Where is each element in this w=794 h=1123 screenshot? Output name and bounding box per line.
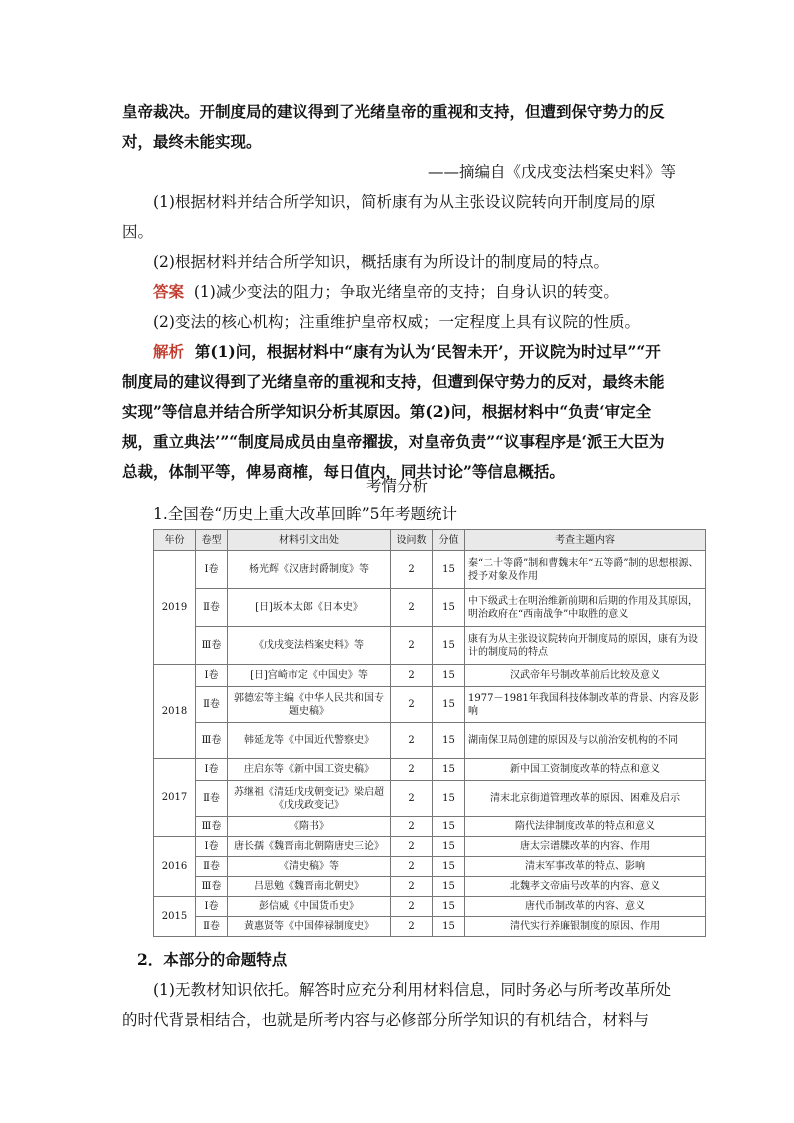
count-cell: 2	[391, 665, 433, 687]
topic-cell: 清末军事改革的特点、影响	[465, 857, 706, 877]
table-row	[154, 781, 706, 817]
analysis	[122, 337, 676, 487]
count-cell: 2	[391, 551, 433, 589]
score-cell: 15	[433, 877, 465, 897]
source-cell: 彭信威《中国货币史》	[228, 897, 391, 917]
count-cell: 2	[391, 687, 433, 723]
table-row	[154, 589, 706, 627]
year-cell: 2017	[154, 759, 196, 837]
table-row	[154, 917, 706, 937]
header-score: 分值	[433, 530, 465, 551]
score-cell: 15	[433, 723, 465, 759]
table-row	[154, 723, 706, 759]
count-cell: 2	[391, 817, 433, 837]
paper-cell: Ⅰ卷	[196, 759, 228, 781]
header-count: 设问数	[391, 530, 433, 551]
answer-2: (2)变法的核心机构；注重维护皇帝权威；一定程度上具有议院的性质。	[153, 313, 640, 331]
section-title: 考情分析	[365, 477, 428, 495]
source-cell: 《隋书》	[228, 817, 391, 837]
material-source: ——摘编自《戊戌变法档案史料》等	[427, 163, 676, 181]
paper-cell: Ⅱ卷	[196, 687, 228, 723]
score-cell: 15	[433, 837, 465, 857]
table-row	[154, 627, 706, 665]
source-cell: [日]坂本太郎《日本史》	[228, 589, 391, 627]
paper-cell: Ⅲ卷	[196, 723, 228, 759]
table-header-row	[154, 530, 706, 551]
table-row	[154, 897, 706, 917]
topic-cell: 清代实行养廉银制度的原因、作用	[465, 917, 706, 937]
source-cell: 杨光辉《汉唐封爵制度》等	[228, 551, 391, 589]
score-cell: 15	[433, 897, 465, 917]
exam-stats-table	[153, 529, 706, 937]
source-cell: 《戊戌变法档案史料》等	[228, 627, 391, 665]
score-cell: 15	[433, 781, 465, 817]
year-cell: 2015	[154, 897, 196, 937]
count-cell: 2	[391, 759, 433, 781]
question-1: (1)根据材料并结合所学知识，简析康有为从主张设议院转向开制度局的原因。	[122, 193, 656, 241]
score-cell: 15	[433, 665, 465, 687]
topic-cell: 唐代币制改革的内容、意义	[465, 897, 706, 917]
answer-1	[122, 277, 676, 307]
header-year: 年份	[154, 530, 196, 551]
paper-cell: Ⅲ卷	[196, 627, 228, 665]
count-cell: 2	[391, 857, 433, 877]
source-cell: 唐长孺《魏晋南北朝隋唐史三论》	[228, 837, 391, 857]
paper-cell: Ⅰ卷	[196, 665, 228, 687]
score-cell: 15	[433, 759, 465, 781]
year-cell: 2016	[154, 837, 196, 897]
table-row	[154, 551, 706, 589]
paper-cell: Ⅰ卷	[196, 837, 228, 857]
source-cell: 庄启东等《新中国工资史稿》	[228, 759, 391, 781]
score-cell: 15	[433, 917, 465, 937]
paper-cell: Ⅲ卷	[196, 817, 228, 837]
score-cell: 15	[433, 589, 465, 627]
score-cell: 15	[433, 627, 465, 665]
topic-cell: 北魏孝文帝庙号改革的内容、意义	[465, 877, 706, 897]
paper-cell: Ⅰ卷	[196, 551, 228, 589]
topic-cell: 中下级武士在明治维新前期和后期的作用及其原因，明治政府在“西南战争”中取胜的意义	[465, 589, 706, 627]
topic-cell: 湖南保卫局创建的原因及与以前治安机构的不同	[465, 723, 706, 759]
year-cell: 2018	[154, 665, 196, 759]
source-cell: 郭德宏等主编《中华人民共和国专题史稿》	[228, 687, 391, 723]
table-title: 1.全国卷“历史上重大改革回眸”5年考题统计	[153, 505, 457, 523]
count-cell: 2	[391, 781, 433, 817]
table-row	[154, 857, 706, 877]
count-cell: 2	[391, 837, 433, 857]
paper-cell: Ⅲ卷	[196, 877, 228, 897]
table-row	[154, 759, 706, 781]
topic-cell: 汉武帝年号制改革前后比较及意义	[465, 665, 706, 687]
table-row	[154, 687, 706, 723]
material-text: 皇帝裁决。开制度局的建议得到了光绪皇帝的重视和支持，但遭到保守势力的反对，最终未能实现。	[122, 102, 665, 151]
paper-cell: Ⅱ卷	[196, 781, 228, 817]
count-cell: 2	[391, 627, 433, 665]
topic-cell: 康有为从主张设议院转向开制度局的原因，康有为设计的制度局的特点	[465, 627, 706, 665]
count-cell: 2	[391, 877, 433, 897]
section-2-title: 2．本部分的命题特点	[137, 950, 288, 969]
source-cell: 吕思勉《魏晋南北朝史》	[228, 877, 391, 897]
source-cell: [日]宫崎市定《中国史》等	[228, 665, 391, 687]
paper-cell: Ⅱ卷	[196, 857, 228, 877]
year-cell: 2019	[154, 551, 196, 665]
score-cell: 15	[433, 817, 465, 837]
topic-cell: 唐太宗谱牒改革的内容、作用	[465, 837, 706, 857]
paper-cell: Ⅰ卷	[196, 897, 228, 917]
analysis-label: 解析	[153, 342, 185, 361]
header-topic: 考查主题内容	[465, 530, 706, 551]
score-cell: 15	[433, 857, 465, 877]
answer-1-text: (1)减少变法的阻力；争取光绪皇帝的支持；自身认识的转变。	[193, 283, 619, 301]
analysis-text: 第(1)问，根据材料中“康有为认为‘民智未开’，开议院为时过早”“开制度局的建议得到了光绪皇帝的重视和支持，但遭到保守势力的反对，最终未能实现”等信息并结合所学知识分析其原因。第(2)问，根据材料中“负责‘审定全规，重立典法’”“制度局成员由皇帝擢拔，对皇帝负责”“议事程序是‘派王大臣为总裁，体制平等，俾易商榷，每日值内，同共讨论”等信息概括。	[122, 342, 665, 481]
source-cell: 黄惠贤等《中国俸禄制度史》	[228, 917, 391, 937]
topic-cell: 秦“二十等爵”制和曹魏末年“五等爵”制的思想根源、授予对象及作用	[465, 551, 706, 589]
answer-label: 答案	[153, 282, 185, 301]
header-paper: 卷型	[196, 530, 228, 551]
table-row	[154, 877, 706, 897]
count-cell: 2	[391, 917, 433, 937]
table-row	[154, 665, 706, 687]
score-cell: 15	[433, 687, 465, 723]
question-2: (2)根据材料并结合所学知识，概括康有为所设计的制度局的特点。	[153, 253, 609, 271]
paper-cell: Ⅱ卷	[196, 917, 228, 937]
source-cell: 苏继祖《清廷戊戌朝变记》梁启超《戊戌政变记》	[228, 781, 391, 817]
count-cell: 2	[391, 589, 433, 627]
section-2-text: (1)无教材知识依托。解答时应充分利用材料信息，同时务必与所考改革所处的时代背景相结合，也就是所考内容与必修部分所学知识的有机结合，材料与	[122, 981, 671, 1029]
count-cell: 2	[391, 897, 433, 917]
paper-cell: Ⅱ卷	[196, 589, 228, 627]
table-row	[154, 837, 706, 857]
topic-cell: 清末北京街道管理改革的原因、困难及启示	[465, 781, 706, 817]
score-cell: 15	[433, 551, 465, 589]
topic-cell: 隋代法律制度改革的特点和意义	[465, 817, 706, 837]
count-cell: 2	[391, 723, 433, 759]
table-row	[154, 817, 706, 837]
source-cell: 《清史稿》等	[228, 857, 391, 877]
source-cell: 韩延龙等《中国近代警察史》	[228, 723, 391, 759]
topic-cell: 1977－1981年我国科技体制改革的背景、内容及影响	[465, 687, 706, 723]
topic-cell: 新中国工资制度改革的特点和意义	[465, 759, 706, 781]
header-source: 材料引文出处	[228, 530, 391, 551]
